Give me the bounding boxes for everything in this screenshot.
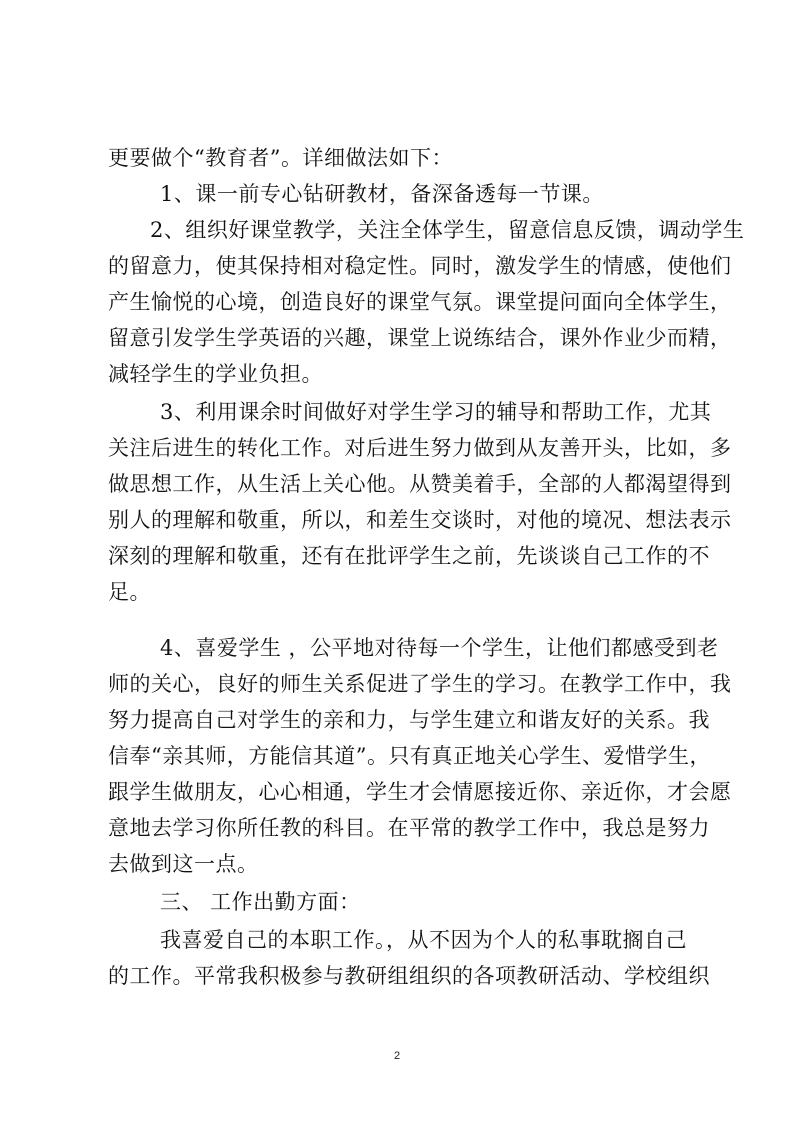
- paragraph-line: 足。: [108, 580, 151, 604]
- paragraph-line: 跟学生做朋友，心心相通，学生才会情愿接近你、亲近你，才会愿: [108, 780, 732, 804]
- section-heading: 三、 工作出勤方面：: [160, 890, 361, 914]
- paragraph-line: 做思想工作，从生活上关心他。从赞美着手，全部的人都渴望得到: [108, 472, 732, 496]
- paragraph-line: 关注后进生的转化工作。对后进生努力做到从友善开头，比如，多: [108, 436, 732, 460]
- paragraph-line: 1、课一前专心钻研教材，备深备透每一节课。: [160, 182, 604, 206]
- paragraph-line: 我喜爱自己的本职工作。，从不因为个人的私事耽搁自己: [160, 928, 687, 952]
- paragraph-line: 的工作。平常我积极参与教研组组织的各项教研活动、学校组织: [108, 964, 710, 988]
- paragraph-line: 2、组织好课堂教学，关注全体学生，留意信息反馈，调动学生: [150, 218, 745, 242]
- paragraph-line: 深刻的理解和敬重，还有在批评学生之前，先谈谈自己工作的不: [108, 544, 710, 568]
- paragraph-line: 别人的理解和敬重，所以，和差生交谈时，对他的境况、想法表示: [108, 508, 732, 532]
- paragraph-line: 去做到这一点。: [108, 852, 259, 876]
- page-number: 2: [393, 1050, 401, 1062]
- paragraph-line: 信奉“亲其师，方能信其道”。只有真正地关心学生、爱惜学生，: [108, 744, 711, 768]
- paragraph-line: 产生愉悦的心境，创造良好的课堂气氛。课堂提问面向全体学生，: [108, 290, 732, 314]
- paragraph-line: 努力提高自己对学生的亲和力，与学生建立和谐友好的关系。我: [108, 708, 710, 732]
- paragraph-line: 留意引发学生学英语的兴趣，课堂上说练结合，课外作业少而精，: [108, 326, 732, 350]
- paragraph-line: 3、利用课余时间做好对学生学习的辅导和帮助工作，尤其: [160, 400, 712, 424]
- paragraph-line: 4、喜爱学生 ，公平地对待每一个学生，让他们都感受到老: [160, 636, 719, 660]
- paragraph-line: 的留意力，使其保持相对稳定性。同时，激发学生的情感，使他们: [108, 254, 732, 278]
- paragraph-line: 减轻学生的学业负担。: [108, 362, 323, 386]
- paragraph-line: 师的关心，良好的师生关系促进了学生的学习。在教学工作中，我: [108, 672, 732, 696]
- paragraph-line: 更要做个“教育者”。详细做法如下：: [108, 146, 453, 170]
- paragraph-line: 意地去学习你所任教的科目。在平常的教学工作中，我总是努力: [108, 816, 710, 840]
